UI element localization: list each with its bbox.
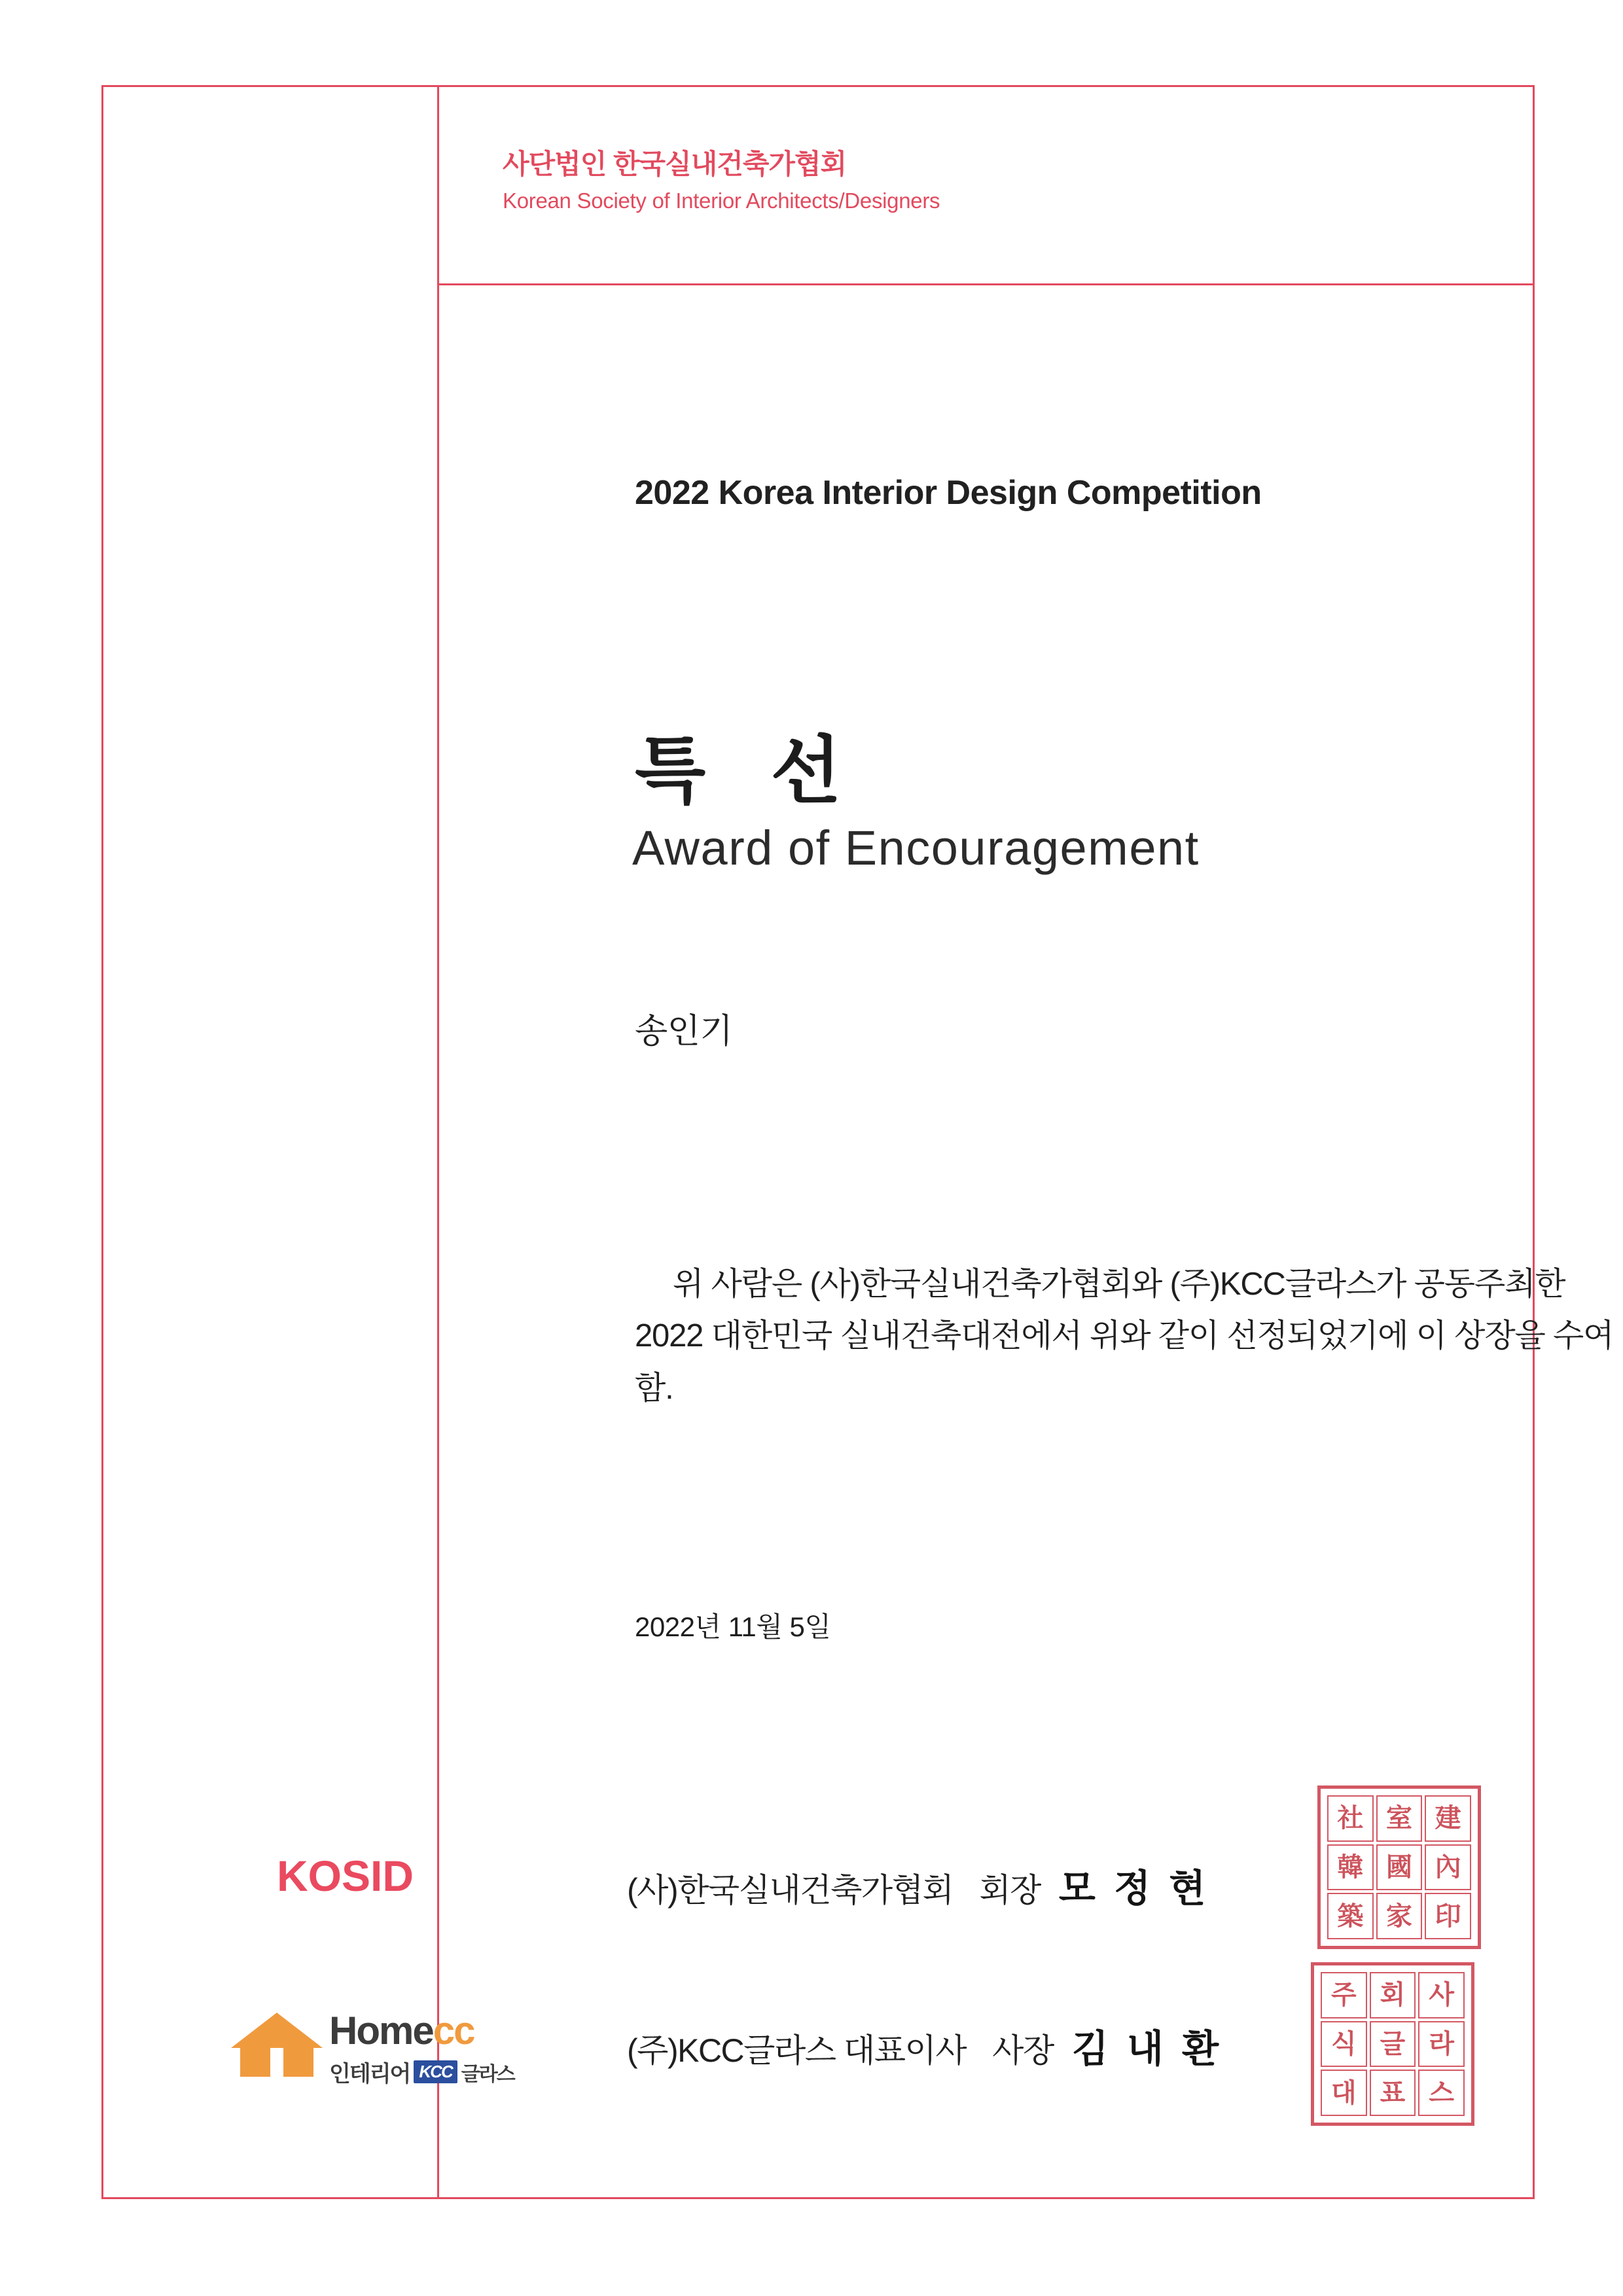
seal-char: 國 — [1376, 1844, 1423, 1891]
society-name-english: Korean Society of Interior Architects/Designers — [503, 188, 940, 213]
kcc-badge: KCC — [414, 2060, 457, 2083]
kosid-logo: KOSID — [277, 1852, 414, 1900]
seal-char: 建 — [1425, 1795, 1471, 1842]
award-name-english: Award of Encouragement — [632, 821, 1200, 875]
recipient-name: 송인기 — [635, 1013, 733, 1050]
seal-char: 室 — [1376, 1795, 1423, 1842]
homecc-wordmark-main: Home — [329, 2009, 433, 2053]
seal-char: 라 — [1418, 2021, 1465, 2068]
seal-char: 築 — [1327, 1893, 1374, 1939]
society-name-korean: 사단법인 한국실내건축가협회 — [503, 149, 847, 179]
seal-char: 식 — [1321, 2021, 1367, 2068]
seal-char: 표 — [1370, 2070, 1416, 2116]
seal-char: 대 — [1321, 2070, 1367, 2116]
seal-grid — [1327, 1795, 1471, 1939]
signature-person-name: 김 내 환 — [1071, 2028, 1223, 2070]
seal-char: 회 — [1370, 1972, 1416, 2018]
house-body-left-shape — [240, 2048, 270, 2077]
seal-char: 글 — [1370, 2021, 1416, 2068]
official-seal-president — [1317, 1785, 1481, 1949]
seal-char: 家 — [1376, 1893, 1423, 1939]
house-roof-shape — [231, 2013, 323, 2048]
signature-person-name: 모 정 현 — [1058, 1867, 1210, 1910]
house-body-right-shape — [283, 2048, 313, 2077]
society-header — [503, 146, 1419, 215]
certificate-frame — [101, 85, 1614, 2199]
homecc-subline-korean: 인테리어 — [329, 2062, 410, 2087]
seal-char: 社 — [1327, 1795, 1374, 1842]
horizontal-divider — [437, 283, 1535, 285]
kcc-badge-suffix: 글라스 — [461, 2063, 514, 2085]
official-seal-ceo — [1311, 1962, 1474, 2126]
seal-char: 韓 — [1327, 1844, 1374, 1891]
seal-char: 주 — [1321, 1972, 1367, 2018]
homecc-logo — [231, 2005, 539, 2096]
seal-char: 印 — [1425, 1893, 1471, 1939]
award-name-korean: 특 선 — [635, 730, 864, 812]
signature-title: 회장 — [979, 1872, 1041, 1909]
seal-grid — [1321, 1972, 1465, 2116]
homecc-wordmark-accent: cc — [433, 2009, 474, 2053]
seal-char: 스 — [1418, 2070, 1465, 2116]
signature-title: 사장 — [992, 2032, 1054, 2069]
house-icon — [231, 2013, 323, 2077]
homecc-wordmark — [329, 2008, 474, 2053]
homecc-subline — [329, 2056, 514, 2088]
award-date: 2022년 11월 5일 — [635, 1611, 831, 1642]
seal-char: 사 — [1418, 1972, 1465, 2018]
signature-organization: (주)KCC글라스 대표이사 — [627, 2032, 967, 2069]
seal-char: 內 — [1425, 1844, 1471, 1891]
signature-organization: (사)한국실내건축가협회 — [627, 1872, 954, 1909]
vertical-divider — [437, 87, 439, 2197]
citation-text: 위 사람은 (사)한국실내건축가협회와 (주)KCC글라스가 공동주최한 2022 대한민국 실내건축대전에서 위와 같이 선정되었기에 이 상장을 수여함. — [635, 1266, 1614, 1406]
competition-title: 2022 Korea Interior Design Competition — [635, 474, 1262, 512]
